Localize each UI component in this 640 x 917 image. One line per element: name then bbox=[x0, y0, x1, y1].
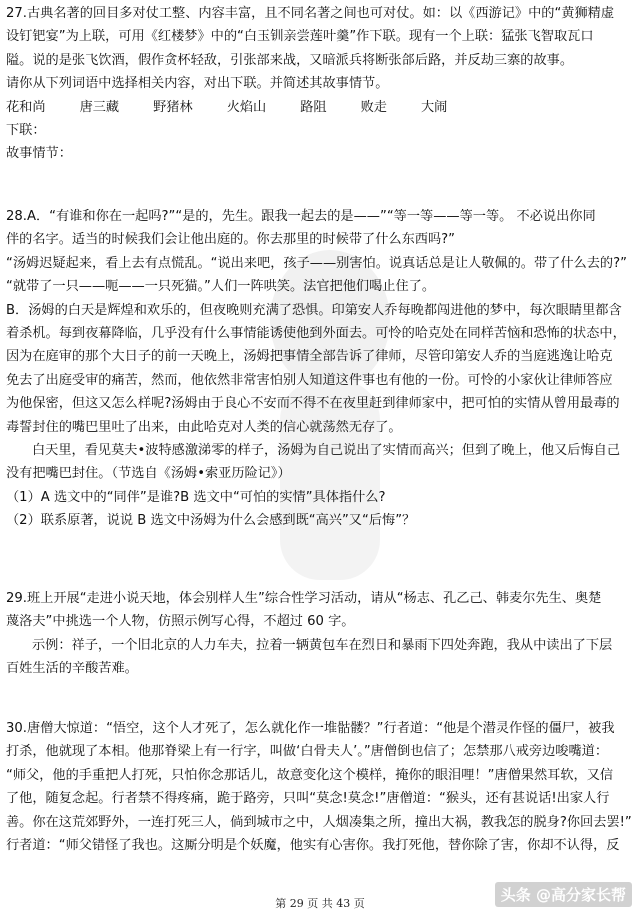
q28-b-line: B．汤姆的白天是辉煌和欢乐的，但夜晚则充满了恐惧。印第安人乔每晚都闯进他的梦中，每次眼睛里都含 bbox=[6, 302, 622, 318]
couplet-label: 下联： bbox=[6, 123, 46, 139]
q30-line: “师父，他的手重把人打死，只怕你念那话儿，故意变化这个模样，掩你的眼泪哩！”唐僧果然耳软，又信 bbox=[6, 767, 614, 783]
q28-b-para2-line: 没有把嘴巴封住。（节选自《汤姆•索亚历险记》） bbox=[6, 466, 291, 482]
plot-label: 故事情节： bbox=[6, 146, 72, 162]
page-footer: 第 29 页 共 43 页 bbox=[275, 897, 365, 910]
q28-b-line: 着杀机。每到夜幕降临，几乎没有什么事情能诱使他到外面去。可怜的哈克处在同样苦恼和恐怖的状态中， bbox=[6, 326, 626, 342]
q27-line: 请你从下列词语中选择相关内容，对出下联。并简述其故事情节。 bbox=[6, 76, 389, 92]
q28-b-para2-line: 白天里，看见莫夫•波特感激涕零的样子，汤姆为自己说出了实情而高兴；但到了晚上，他又后悔自己 bbox=[32, 443, 621, 459]
word-option: 路阻 bbox=[300, 99, 327, 115]
question-28 bbox=[6, 205, 634, 533]
q29-line: 蔑洛夫”中挑选一个人物，仿照示例写心得，不超过 60 字。 bbox=[6, 614, 355, 630]
q28-sub-question-2: （2）联系原著，说说 B 选文中汤姆为什么会感到既“高兴”又“后悔”？ bbox=[6, 513, 416, 529]
q28-a-line: 28.A．“有谁和你在一起吗?”“是的，先生。跟我一起去的是——”“等一等——等一等。 不必说出你同 bbox=[6, 209, 596, 224]
watermark bbox=[495, 882, 632, 907]
q29-example-line: 百姓生活的辛酸苦难。 bbox=[6, 661, 138, 677]
word-option: 野猪林 bbox=[153, 99, 193, 115]
word-option: 花和尚 bbox=[6, 99, 46, 115]
question-29 bbox=[6, 587, 634, 681]
q27-line: 设钉钯宴”为上联，可用《红楼梦》中的“白玉钏亲尝莲叶羹”作下联。现有一个上联：猛张飞智取瓦口 bbox=[6, 29, 594, 45]
q30-line: 30.唐僧大惊道：“悟空，这个人才死了，怎么就化作一堆骷髅？”行者道：“他是个潜灵作怪的僵尸，被我 bbox=[6, 721, 615, 736]
q28-b-line: 免去了出庭受审的痛苦，然而，他依然非常害怕别人知道这件事也有他的一份。可怜的小家伙让律师答应 bbox=[6, 372, 613, 388]
question-27 bbox=[6, 2, 634, 166]
q27-line: 隘。说的是张飞饮酒，假作贪杯轻敌，引张部来战，又暗派兵将断张郃后路，并反劫三寨的故事。 bbox=[6, 52, 574, 68]
q29-line: 29.班上开展“走进小说天地，体会别样人生”综合性学习活动，请从“杨志、孔乙己、韩麦尔先生、奥楚 bbox=[6, 591, 602, 606]
word-options bbox=[6, 96, 634, 119]
q28-a-line: “汤姆迟疑起来，看上去有点慌乱。“说出来吧，孩子——别害怕。说真话总是让人敬佩的。带了什么去的?” bbox=[6, 255, 627, 271]
q30-line: 善。你在这荒郊野外，一连打死三人，倘到城市之中，人烟凑集之所，撞出大祸，教我怎的脱身?你回去罢!” bbox=[6, 814, 632, 830]
question-30 bbox=[6, 717, 634, 857]
q28-b-line: 因为在庭审的那个大日子的前一天晚上，汤姆把事情全部告诉了律师，尽管印第安人乔的当庭逃逸让哈克 bbox=[6, 349, 613, 365]
q28-a-line: 伴的名字。适当的时候我们会让他出庭的。你去那里的时候带了什么东西吗?” bbox=[6, 232, 456, 248]
word-option: 唐三藏 bbox=[79, 99, 120, 115]
word-option: 败走 bbox=[360, 99, 387, 115]
q28-a-line: “就带了一只——呃——一只死猫。”人们一阵哄笑。法官把他们喝止住了。 bbox=[6, 279, 436, 295]
watermark-text: 头条 @高分家长帮 bbox=[500, 886, 626, 904]
q28-sub-question-1: （1）A 选文中的“同伴”是谁?B 选文中“可怕的实情”具体指什么? bbox=[6, 489, 386, 505]
q29-example-line: 示例：祥子，一个旧北京的人力车夫，拉着一辆黄包车在烈日和暴雨下四处奔跑，我从中读出了下层 bbox=[32, 637, 613, 653]
q30-line: 行者道：“师父错怪了我也。这厮分明是个妖魔，他实有心害你。我打死他，替你除了害，你却不认得，反 bbox=[6, 838, 620, 854]
word-option: 大闹 bbox=[421, 99, 448, 115]
q30-line: 打杀，他就现了本相。他那脊梁上有一行字，叫做‘白骨夫人’。”唐僧倒也信了；怎禁那八戒旁边唆嘴道： bbox=[6, 744, 609, 760]
word-option: 火焰山 bbox=[226, 99, 267, 115]
q30-line: 了他，随复念起。行者禁不得疼痛，跪于路旁，只叫“莫念!莫念!”唐僧道：“猴头，还有甚说话!出家人行 bbox=[6, 791, 610, 807]
q27-line: 27.古典名著的回目多对仗工整、内容丰富，且不同名著之间也可对仗。如：以《西游记》中的“黄狮精虚 bbox=[6, 6, 615, 21]
q28-b-line: 毒誓封住的嘴巴里吐了出来，由此哈克对人类的信心就荡然无存了。 bbox=[6, 419, 402, 435]
q28-b-line: 为他保密，但这又怎么样呢?汤姆由于良心不安而不得不在夜里赶到律师家中，把可怕的实情从曾用最毒的 bbox=[6, 396, 620, 412]
